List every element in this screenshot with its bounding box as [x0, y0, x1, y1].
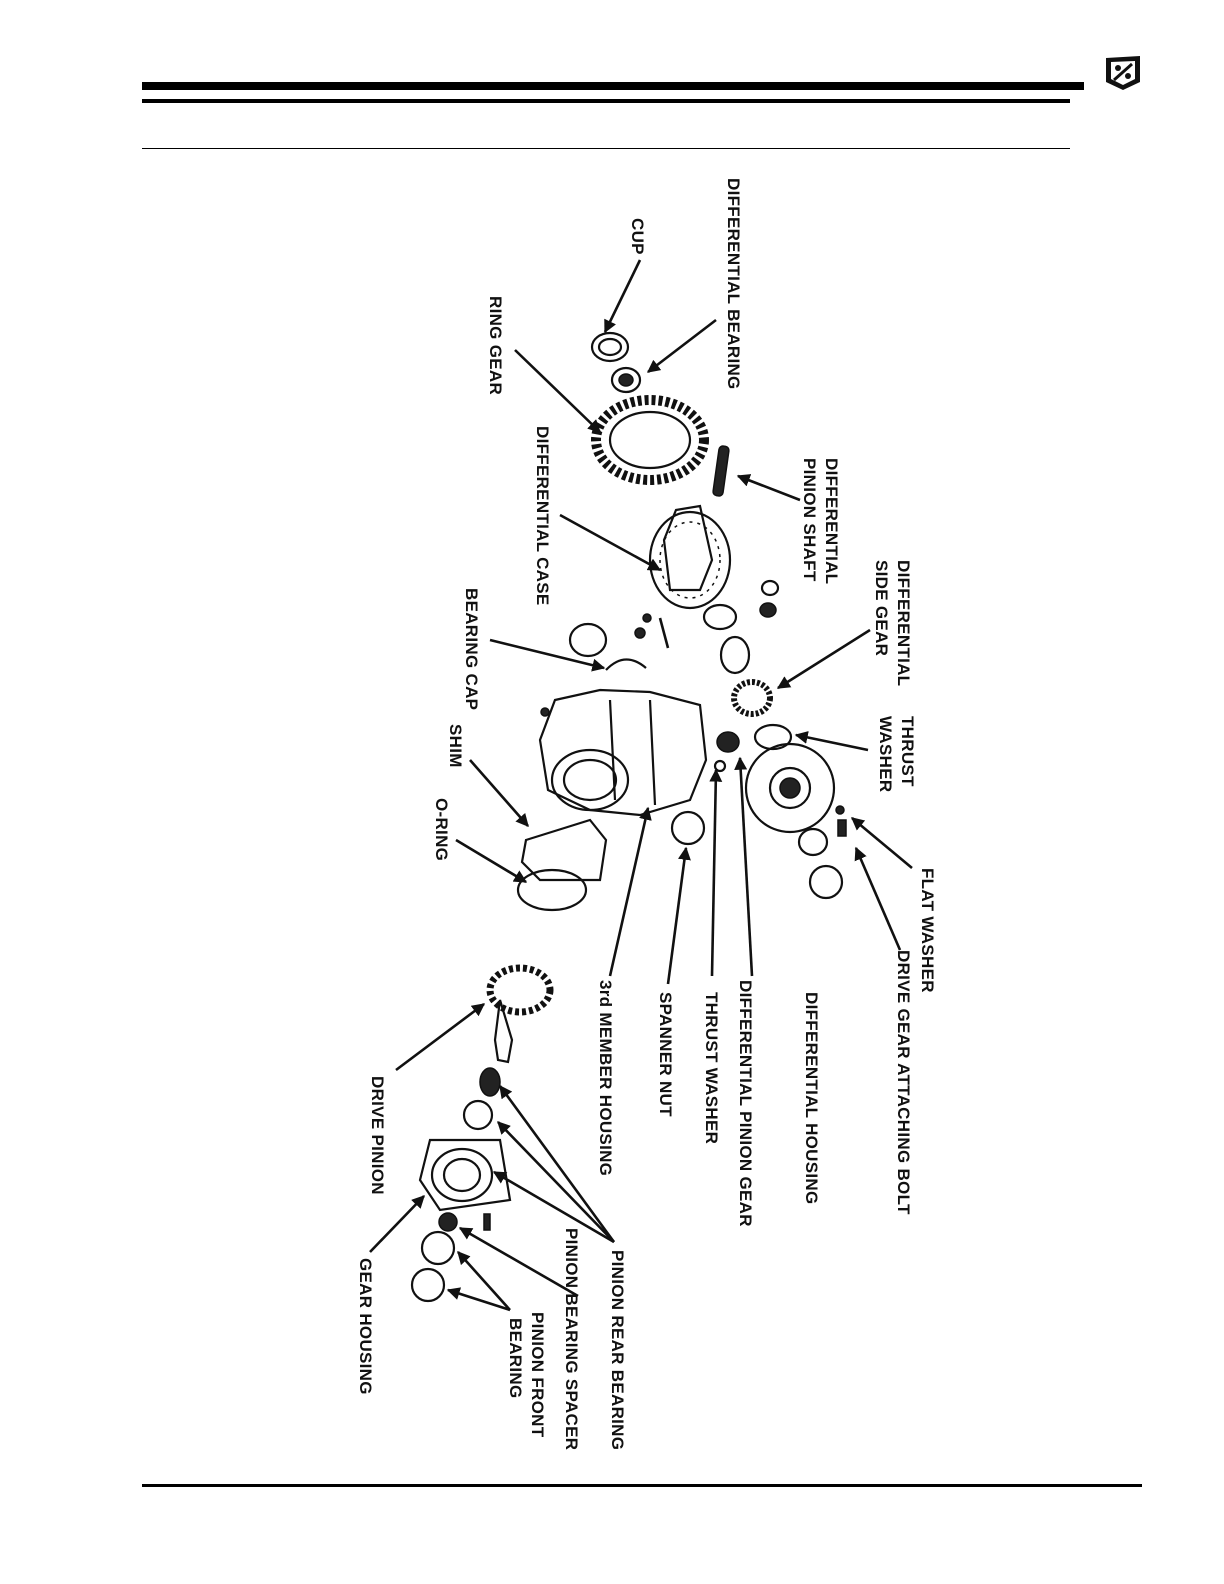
third-member-housing-part [540, 690, 706, 815]
label-ring-gear: RING GEAR [486, 296, 505, 396]
cup-part [592, 333, 628, 361]
spanner-nut-part [672, 812, 704, 844]
differential-bearing-part [612, 368, 640, 392]
differential-exploded-diagram [300, 165, 980, 1475]
label-differential-case: DIFFERENTIAL CASE [533, 426, 552, 606]
gear-housing-part [420, 1140, 510, 1230]
drive-gear-attaching-bolt-leader [856, 848, 900, 950]
header-rule-thick [142, 82, 1084, 90]
label-differential-bearing: DIFFERENTIAL BEARING [724, 178, 743, 390]
label-pinion-front-bearing-line2: BEARING [506, 1318, 525, 1399]
third-member-housing-leader [610, 808, 648, 976]
label-drive-gear-attaching-bolt: DRIVE GEAR ATTACHING BOLT [894, 950, 913, 1215]
label-differential-side-gear-line2: SIDE GEAR [872, 560, 891, 657]
differential-pinion-gear-part [715, 732, 739, 771]
label-pinion-rear-bearing: PINION REAR BEARING [608, 1250, 627, 1451]
label-thrust-washer-line1: THRUST [898, 716, 917, 787]
label-flat-washer: FLAT WASHER [918, 868, 937, 993]
differential-side-gear-part [734, 682, 770, 714]
spanner-nut-leader [668, 848, 686, 984]
label-differential-pinion-gear: DIFFERENTIAL PINION GEAR [736, 980, 755, 1227]
o-ring-leader [456, 840, 526, 882]
differential-housing-part [746, 744, 834, 832]
pinion-front-bearing-part [412, 1213, 457, 1301]
drive-pinion-leader [396, 1004, 484, 1070]
ring-gear-part [596, 400, 704, 480]
label-pinion-bearing-spacer: PINION BEARING SPACER [562, 1228, 581, 1451]
gear-housing-leader [370, 1196, 424, 1252]
label-thrust-washer-lower: THRUST WASHER [702, 992, 721, 1145]
label-differential-pinion-shaft-line2: PINION SHAFT [800, 458, 819, 582]
thrust-washer-part [755, 725, 791, 749]
label-spanner-nut: SPANNER NUT [656, 992, 675, 1117]
bearing-cap-leader [490, 640, 604, 668]
shim-leader [470, 760, 528, 826]
pinion-rear-bearing-part [480, 1068, 500, 1096]
header-rule-medium [142, 99, 1070, 103]
differential-case-leader [560, 515, 660, 570]
differential-bearing-leader [648, 320, 716, 372]
differential-pinion-shaft-part [713, 446, 730, 497]
label-differential-housing: DIFFERENTIAL HOUSING [802, 992, 821, 1205]
drive-pinion-part [490, 968, 550, 1062]
pinion-rear-bearing-leader-3 [494, 1172, 614, 1242]
label-third-member-housing: 3rd MEMBER HOUSING [596, 980, 615, 1177]
label-differential-side-gear-line1: DIFFERENTIAL [894, 560, 913, 687]
label-thrust-washer-line2: WASHER [876, 716, 895, 793]
label-drive-pinion: DRIVE PINION [368, 1076, 387, 1195]
label-differential-pinion-shaft-line1: DIFFERENTIAL [822, 458, 841, 585]
differential-pinion-shaft-leader [738, 476, 800, 500]
label-o-ring: O-RING [432, 798, 451, 862]
diagram-svg [300, 165, 980, 1475]
differential-side-gear-leader [778, 630, 870, 688]
ring-gear-leader [515, 350, 600, 432]
header-rule-thin [142, 148, 1070, 149]
o-ring-part [518, 870, 586, 910]
footer-rule [142, 1484, 1142, 1487]
label-cup: CUP [628, 218, 647, 255]
housing-bearing-cups-part [799, 806, 846, 898]
label-shim: SHIM [446, 724, 465, 768]
shield-gear-logo-icon [1102, 52, 1144, 92]
pinion-bearing-spacer-part [464, 1101, 492, 1129]
differential-case-part [650, 506, 730, 608]
pinion-bearing-spacer-leader [460, 1228, 578, 1296]
label-bearing-cap: BEARING CAP [462, 588, 481, 711]
thrust-washer-lower-leader [712, 770, 716, 976]
label-gear-housing: GEAR HOUSING [356, 1258, 375, 1395]
cup-leader [605, 260, 640, 332]
small-washers-part [704, 581, 778, 673]
label-pinion-front-bearing-line1: PINION FRONT [528, 1312, 547, 1438]
